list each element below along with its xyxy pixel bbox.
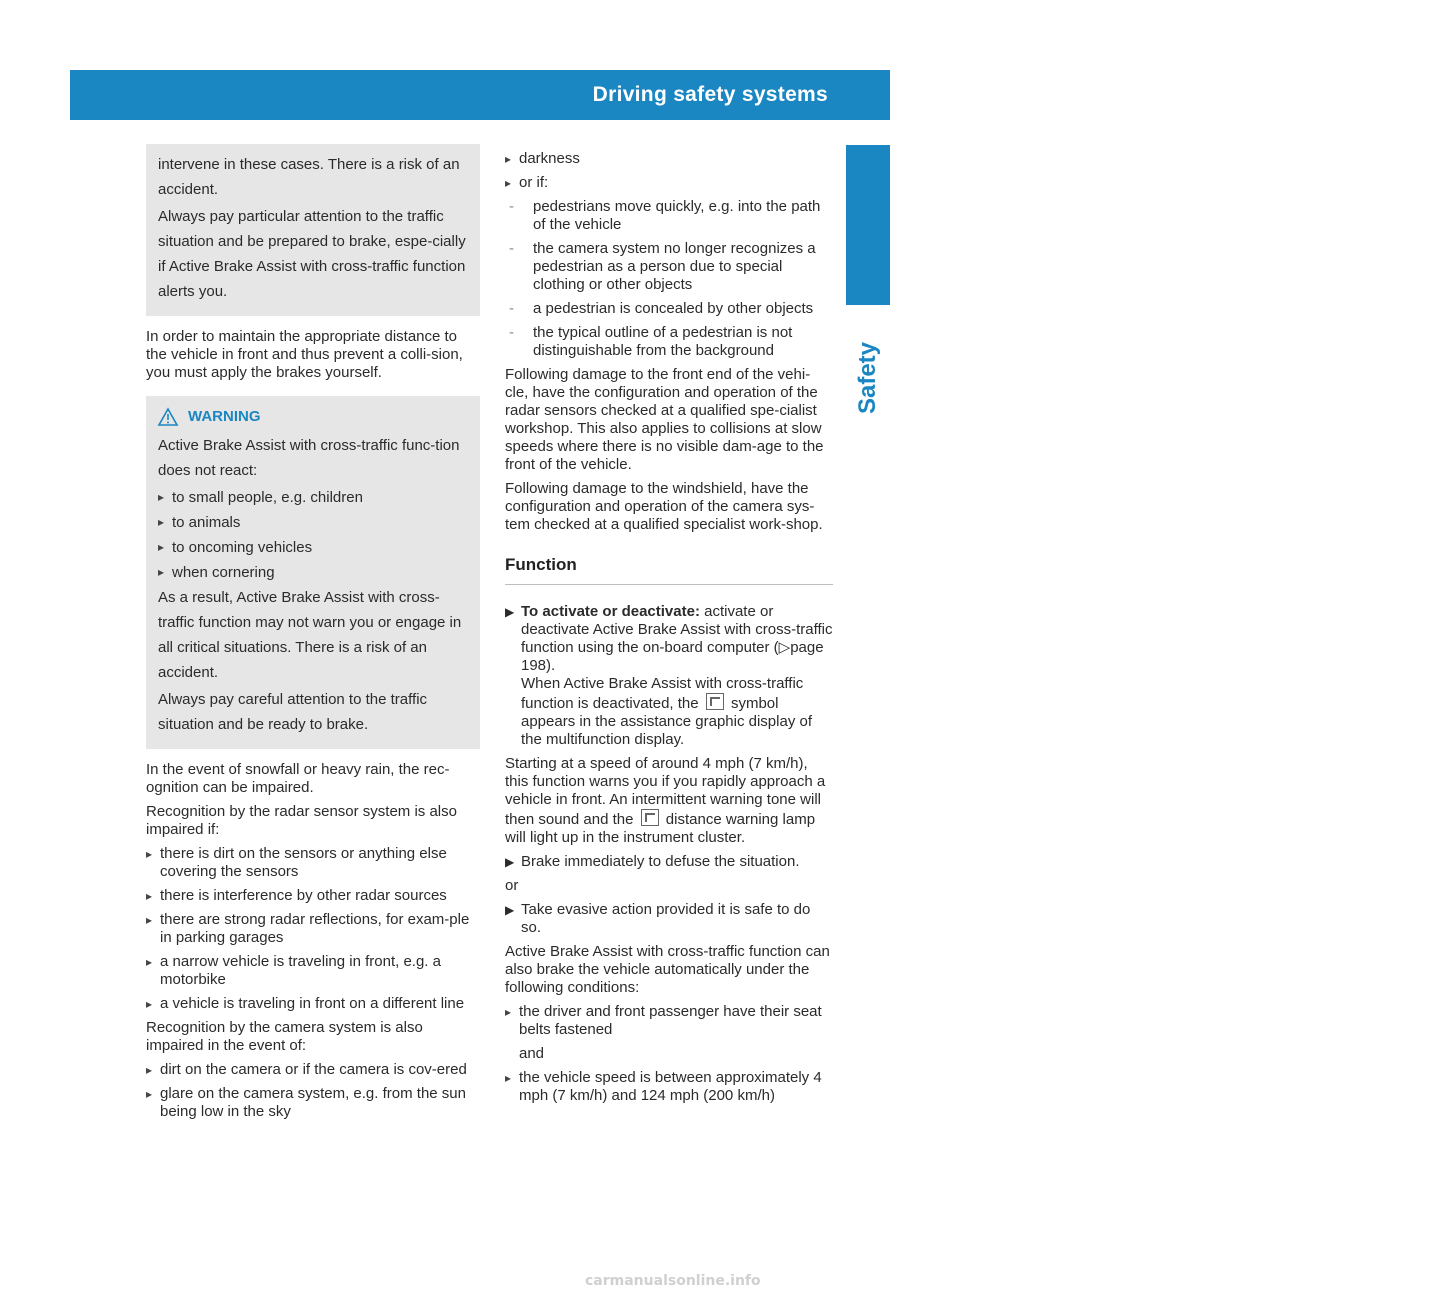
instruction-step: ▶ To activate or deactivate: activate or deactivate Active Brake Assist with cross-traffic function using the on-board computer (▷page 198). When Active Brake Assist with cross-traffic function is deactivated, the symbol appears in the assistance graphic display of the multifunction display.	[505, 603, 833, 748]
page-reference-link[interactable]: page 198	[521, 639, 824, 674]
list-item: ▸ there is dirt on the sensors or anything else covering the sensors	[146, 845, 480, 881]
list-item: ▸ or if:	[505, 174, 833, 192]
list-item: ▸ the driver and front passenger have their seat belts fastened	[505, 1003, 833, 1039]
page-ref-icon: ▷	[778, 639, 791, 656]
sub-list-item: - the typical outline of a pedestrian is not distinguishable from the background	[505, 324, 833, 360]
section-heading: Function	[505, 556, 833, 585]
chapter-tab	[846, 145, 890, 305]
chapter-label: Safety	[854, 341, 881, 415]
paragraph: or	[505, 877, 519, 894]
box-text: intervene in these cases. There is a risk of an accident.	[158, 156, 460, 198]
sub-list-item: - the camera system no longer recognizes a pedestrian as a person due to special clothing or other objects	[505, 240, 833, 294]
warning-intro: Active Brake Assist with cross-traffic func-tion does not react:	[158, 437, 460, 479]
paragraph: Following damage to the front end of the vehi-cle, have the configuration and operation of the radar sensors checked at a qualified spe-cialist workshop. This also applies to collisions at slow speeds where there is no visible dam-age to the front of the vehicle.	[505, 366, 824, 473]
sub-list-item: - a pedestrian is concealed by other objects	[505, 300, 833, 318]
paragraph: In the event of snowfall or heavy rain, the rec-ognition can be impaired.	[146, 761, 450, 796]
list-item: ▸ to oncoming vehicles	[158, 535, 468, 560]
step-arrow-icon: ▶	[505, 855, 515, 869]
paragraph: Starting at a speed of around 4 mph (7 km/h), this function warns you if you rapidly approach a vehicle in front. An intermittent warning tone will then sound and the distance warning lamp will light up in the instrument cluster.	[505, 755, 826, 846]
page-number: 71	[1398, 83, 1422, 106]
paragraph: In order to maintain the appropriate distance to the vehicle in front and thus prevent a colli-sion, you must apply the brakes yourself.	[146, 328, 463, 381]
paragraph: and	[519, 1045, 545, 1062]
step-label: To activate or deactivate:	[521, 603, 700, 620]
paragraph: Recognition by the radar sensor system is also impaired if:	[146, 803, 457, 838]
sub-list-item: - pedestrians move quickly, e.g. into the path of the vehicle	[505, 198, 833, 234]
list-item: ▸ there are strong radar reflections, for exam-ple in parking garages	[146, 911, 480, 947]
list-item: ▸ the vehicle speed is between approximately 4 mph (7 km/h) and 124 mph (200 km/h)	[505, 1069, 833, 1105]
right-column	[505, 150, 833, 1111]
header-bar	[70, 70, 1422, 120]
instruction-step: ▶ Brake immediately to defuse the situation.	[505, 853, 800, 870]
list-item: ▸ glare on the camera system, e.g. from the sun being low in the sky	[146, 1085, 480, 1121]
warning-text: As a result, Active Brake Assist with cross-traffic function may not warn you or engage in all critical situations. There is a risk of an accident.	[158, 589, 462, 681]
box-text: Always pay particular attention to the traffic situation and be prepared to brake, espe-cially if Active Brake Assist with cross-traffic function alerts you.	[158, 208, 466, 300]
brake-assist-off-icon	[706, 693, 724, 710]
list-item: ▸ to animals	[158, 510, 468, 535]
list-item: ▸ dirt on the camera or if the camera is cov-ered	[146, 1061, 480, 1079]
warning-box-continued	[146, 144, 480, 316]
list-item: ▸ there is interference by other radar sources	[146, 887, 480, 905]
list-item: ▸ a vehicle is traveling in front on a different line	[146, 995, 480, 1013]
list-item: ▸ a narrow vehicle is traveling in front, e.g. a motorbike	[146, 953, 480, 989]
warning-triangle-icon	[158, 408, 178, 426]
left-column	[146, 150, 480, 1127]
step-arrow-icon: ▶	[505, 605, 515, 619]
header-divider	[1380, 78, 1383, 120]
paragraph: Active Brake Assist with cross-traffic function can also brake the vehicle automatically under the following conditions:	[505, 943, 830, 996]
warning-box	[146, 396, 480, 749]
watermark: carmanualsonline.info	[585, 1273, 761, 1289]
instruction-step: ▶ Take evasive action provided it is safe to do so.	[505, 901, 811, 936]
warning-text: Always pay careful attention to the traffic situation and be ready to brake.	[158, 691, 428, 733]
list-item: ▸ when cornering	[158, 560, 468, 585]
paragraph: Recognition by the camera system is also impaired in the event of:	[146, 1019, 423, 1054]
warning-heading: WARNING	[188, 408, 261, 425]
list-item: ▸ to small people, e.g. children	[158, 485, 468, 510]
step-arrow-icon: ▶	[505, 903, 515, 917]
distance-warning-icon	[641, 809, 659, 826]
paragraph: Following damage to the windshield, have the configuration and operation of the camera sys-tem checked at a qualified specialist work-shop.	[505, 480, 823, 533]
page-section-title: Driving safety systems	[592, 83, 828, 106]
list-item: ▸ darkness	[505, 150, 833, 168]
